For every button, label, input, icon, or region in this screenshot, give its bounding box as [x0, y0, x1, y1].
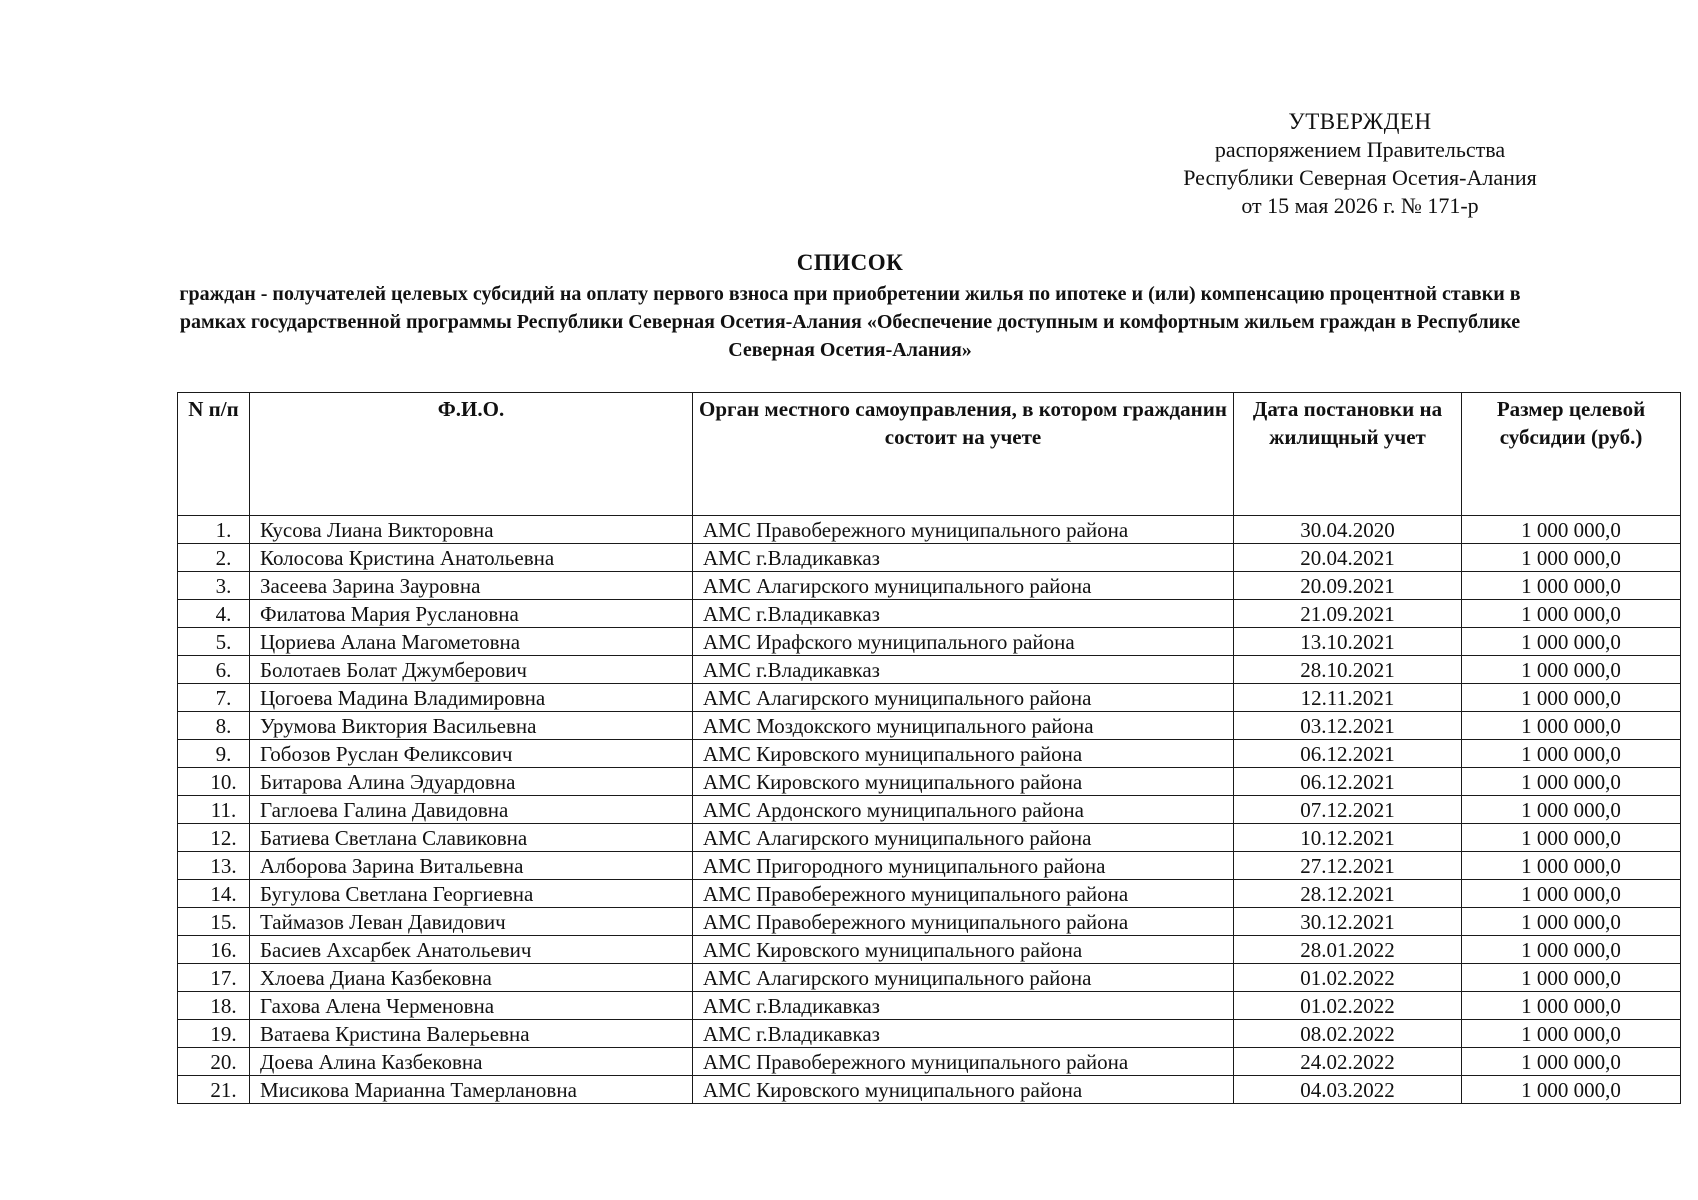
- row-number-cell: 17.: [178, 964, 250, 992]
- table-row: [178, 824, 1681, 852]
- row-number-cell: 20.: [178, 1048, 250, 1076]
- row-number-cell: 19.: [178, 1020, 250, 1048]
- registration-date-cell: 21.09.2021: [1234, 600, 1462, 628]
- registration-date-cell: 04.03.2022: [1234, 1076, 1462, 1104]
- table-row: [178, 796, 1681, 824]
- registration-date-cell: 03.12.2021: [1234, 712, 1462, 740]
- subsidy-amount-cell: 1 000 000,0: [1462, 544, 1681, 572]
- registration-date-cell: 30.04.2020: [1234, 516, 1462, 544]
- table-row: [178, 964, 1681, 992]
- full-name-cell: Колосова Кристина Анатольевна: [250, 544, 693, 572]
- table-row: [178, 544, 1681, 572]
- row-number-cell: 11.: [178, 796, 250, 824]
- subsidy-amount-cell: 1 000 000,0: [1462, 628, 1681, 656]
- local-authority-cell: АМС Алагирского муниципального района: [693, 964, 1234, 992]
- document-subtitle: граждан - получателей целевых субсидий на оплату первого взноса при приобретении жилья по ипотеке и (или) компенсацию процентной ставки в рамках государственной программы Республики Северная Осетия-Алания «Обеспечение доступным и комфортным жильем граждан в Республике Северная Осетия-Алания»: [179, 283, 1521, 361]
- registration-date-cell: 08.02.2022: [1234, 1020, 1462, 1048]
- registration-date-cell: 20.09.2021: [1234, 572, 1462, 600]
- subsidy-amount-cell: 1 000 000,0: [1462, 1076, 1681, 1104]
- full-name-cell: Гахова Алена Черменовна: [250, 992, 693, 1020]
- local-authority-cell: АМС г.Владикавказ: [693, 544, 1234, 572]
- subsidy-amount-cell: 1 000 000,0: [1462, 852, 1681, 880]
- row-number-cell: 12.: [178, 824, 250, 852]
- registration-date-cell: 13.10.2021: [1234, 628, 1462, 656]
- table-row: [178, 1020, 1681, 1048]
- table-row: [178, 852, 1681, 880]
- full-name-cell: Битарова Алина Эдуардовна: [250, 768, 693, 796]
- local-authority-cell: АМС Правобережного муниципального района: [693, 516, 1234, 544]
- table-row: [178, 740, 1681, 768]
- full-name-cell: Цориева Алана Магометовна: [250, 628, 693, 656]
- full-name-cell: Батиева Светлана Славиковна: [250, 824, 693, 852]
- table-row: [178, 572, 1681, 600]
- registration-date-cell: 07.12.2021: [1234, 796, 1462, 824]
- full-name-cell: Таймазов Леван Давидович: [250, 908, 693, 936]
- row-number-cell: 5.: [178, 628, 250, 656]
- local-authority-cell: АМС Кировского муниципального района: [693, 1076, 1234, 1104]
- row-number-cell: 18.: [178, 992, 250, 1020]
- registration-date-cell: 01.02.2022: [1234, 992, 1462, 1020]
- local-authority-cell: АМС г.Владикавказ: [693, 1020, 1234, 1048]
- table-row: [178, 628, 1681, 656]
- registration-date-cell: 30.12.2021: [1234, 908, 1462, 936]
- local-authority-cell: АМС Ирафского муниципального района: [693, 628, 1234, 656]
- subsidy-amount-cell: 1 000 000,0: [1462, 992, 1681, 1020]
- full-name-cell: Бугулова Светлана Георгиевна: [250, 880, 693, 908]
- subsidy-amount-cell: 1 000 000,0: [1462, 712, 1681, 740]
- registration-date-cell: 10.12.2021: [1234, 824, 1462, 852]
- table-row: [178, 712, 1681, 740]
- subsidy-amount-cell: 1 000 000,0: [1462, 824, 1681, 852]
- subsidy-amount-cell: 1 000 000,0: [1462, 1048, 1681, 1076]
- subsidy-amount-cell: 1 000 000,0: [1462, 768, 1681, 796]
- full-name-cell: Кусова Лиана Викторовна: [250, 516, 693, 544]
- row-number-cell: 10.: [178, 768, 250, 796]
- document-title-block: [150, 248, 1550, 364]
- subsidy-amount-cell: 1 000 000,0: [1462, 740, 1681, 768]
- local-authority-cell: АМС Правобережного муниципального района: [693, 1048, 1234, 1076]
- subsidy-amount-cell: 1 000 000,0: [1462, 796, 1681, 824]
- table-row: [178, 908, 1681, 936]
- row-number-cell: 14.: [178, 880, 250, 908]
- table-row: [178, 936, 1681, 964]
- subsidy-amount-cell: 1 000 000,0: [1462, 964, 1681, 992]
- row-number-cell: 15.: [178, 908, 250, 936]
- row-number-cell: 4.: [178, 600, 250, 628]
- table-row: [178, 1048, 1681, 1076]
- full-name-cell: Засеева Зарина Зауровна: [250, 572, 693, 600]
- local-authority-cell: АМС г.Владикавказ: [693, 600, 1234, 628]
- row-number-cell: 7.: [178, 684, 250, 712]
- approval-line-2: Республики Северная Осетия-Алания: [1183, 165, 1537, 190]
- local-authority-cell: АМС Кировского муниципального района: [693, 936, 1234, 964]
- table-row: [178, 768, 1681, 796]
- subsidy-amount-cell: 1 000 000,0: [1462, 600, 1681, 628]
- local-authority-cell: АМС г.Владикавказ: [693, 656, 1234, 684]
- row-number-cell: 3.: [178, 572, 250, 600]
- full-name-cell: Ватаева Кристина Валерьевна: [250, 1020, 693, 1048]
- row-number-cell: 21.: [178, 1076, 250, 1104]
- approval-line-1: распоряжением Правительства: [1214, 137, 1506, 162]
- recipients-table: [177, 392, 1681, 1104]
- subsidy-amount-cell: 1 000 000,0: [1462, 1020, 1681, 1048]
- local-authority-cell: АМС Алагирского муниципального района: [693, 824, 1234, 852]
- full-name-cell: Цогоева Мадина Владимировна: [250, 684, 693, 712]
- local-authority-cell: АМС Пригородного муниципального района: [693, 852, 1234, 880]
- approval-heading: УТВЕРЖДЕН: [1288, 109, 1432, 134]
- registration-date-cell: 06.12.2021: [1234, 740, 1462, 768]
- header-registration-date: Дата постановки на жилищный учет: [1234, 393, 1462, 516]
- subsidy-amount-cell: 1 000 000,0: [1462, 908, 1681, 936]
- local-authority-cell: АМС г.Владикавказ: [693, 992, 1234, 1020]
- full-name-cell: Доева Алина Казбековна: [250, 1048, 693, 1076]
- full-name-cell: Урумова Виктория Васильевна: [250, 712, 693, 740]
- table-row: [178, 992, 1681, 1020]
- local-authority-cell: АМС Алагирского муниципального района: [693, 572, 1234, 600]
- local-authority-cell: АМС Моздокского муниципального района: [693, 712, 1234, 740]
- approval-block: [1150, 108, 1570, 220]
- registration-date-cell: 01.02.2022: [1234, 964, 1462, 992]
- local-authority-cell: АМС Кировского муниципального района: [693, 740, 1234, 768]
- table-row: [178, 656, 1681, 684]
- registration-date-cell: 06.12.2021: [1234, 768, 1462, 796]
- full-name-cell: Болотаев Болат Джумберович: [250, 656, 693, 684]
- local-authority-cell: АМС Алагирского муниципального района: [693, 684, 1234, 712]
- registration-date-cell: 28.01.2022: [1234, 936, 1462, 964]
- full-name-cell: Мисикова Марианна Тамерлановна: [250, 1076, 693, 1104]
- row-number-cell: 9.: [178, 740, 250, 768]
- table-body: [178, 516, 1681, 1104]
- subsidy-amount-cell: 1 000 000,0: [1462, 656, 1681, 684]
- table-header-row: [178, 393, 1681, 516]
- local-authority-cell: АМС Правобережного муниципального района: [693, 880, 1234, 908]
- full-name-cell: Гаглоева Галина Давидовна: [250, 796, 693, 824]
- row-number-cell: 2.: [178, 544, 250, 572]
- subsidy-amount-cell: 1 000 000,0: [1462, 516, 1681, 544]
- subsidy-amount-cell: 1 000 000,0: [1462, 880, 1681, 908]
- table-row: [178, 684, 1681, 712]
- row-number-cell: 13.: [178, 852, 250, 880]
- approval-date-number: от 15 мая 2026 г. № 171-р: [1241, 193, 1479, 218]
- table-row: [178, 516, 1681, 544]
- table-header: [178, 393, 1681, 516]
- full-name-cell: Филатова Мария Руслановна: [250, 600, 693, 628]
- table-row: [178, 880, 1681, 908]
- row-number-cell: 8.: [178, 712, 250, 740]
- registration-date-cell: 24.02.2022: [1234, 1048, 1462, 1076]
- full-name-cell: Алборова Зарина Витальевна: [250, 852, 693, 880]
- registration-date-cell: 28.12.2021: [1234, 880, 1462, 908]
- registration-date-cell: 20.04.2021: [1234, 544, 1462, 572]
- row-number-cell: 16.: [178, 936, 250, 964]
- full-name-cell: Хлоева Диана Казбековна: [250, 964, 693, 992]
- header-number: N п/п: [178, 393, 250, 516]
- registration-date-cell: 27.12.2021: [1234, 852, 1462, 880]
- row-number-cell: 1.: [178, 516, 250, 544]
- local-authority-cell: АМС Правобережного муниципального района: [693, 908, 1234, 936]
- local-authority-cell: АМС Кировского муниципального района: [693, 768, 1234, 796]
- table-row: [178, 600, 1681, 628]
- subsidy-amount-cell: 1 000 000,0: [1462, 936, 1681, 964]
- header-subsidy-amount: Размер целевой субсидии (руб.): [1462, 393, 1681, 516]
- header-local-authority: Орган местного самоуправления, в котором гражданин состоит на учете: [693, 393, 1234, 516]
- table-row: [178, 1076, 1681, 1104]
- registration-date-cell: 12.11.2021: [1234, 684, 1462, 712]
- subsidy-amount-cell: 1 000 000,0: [1462, 684, 1681, 712]
- subsidy-amount-cell: 1 000 000,0: [1462, 572, 1681, 600]
- full-name-cell: Басиев Ахсарбек Анатольевич: [250, 936, 693, 964]
- document-title: СПИСОК: [796, 250, 904, 275]
- row-number-cell: 6.: [178, 656, 250, 684]
- local-authority-cell: АМС Ардонского муниципального района: [693, 796, 1234, 824]
- header-full-name: Ф.И.О.: [250, 393, 693, 516]
- registration-date-cell: 28.10.2021: [1234, 656, 1462, 684]
- full-name-cell: Гобозов Руслан Феликсович: [250, 740, 693, 768]
